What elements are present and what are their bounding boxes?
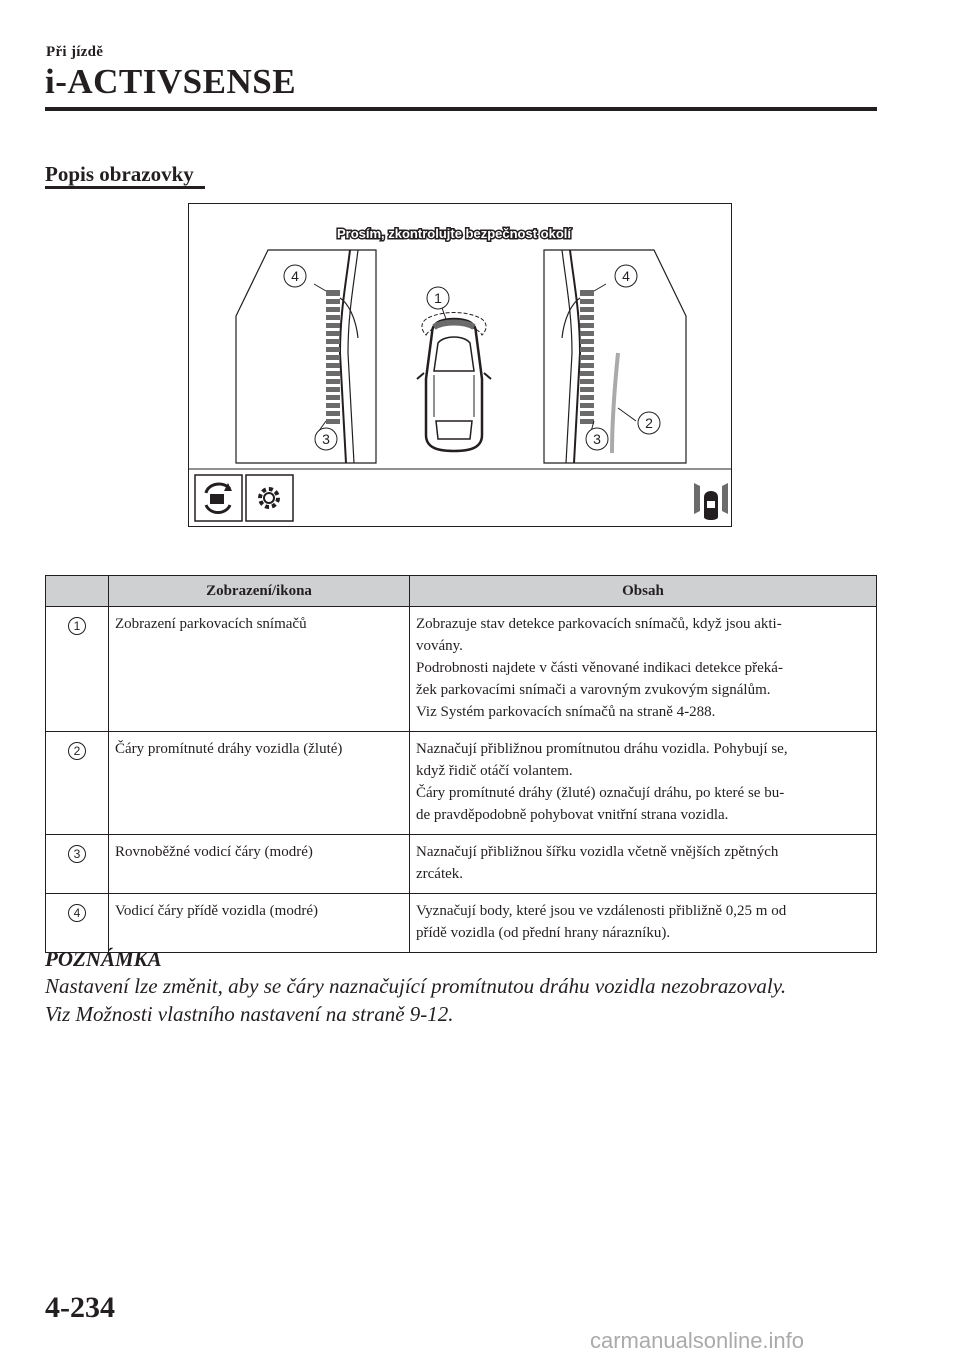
callout-3-left: 3 (322, 431, 330, 447)
row-content-line: Čáry promítnuté dráhy (žluté) označují dráhu, po které se bu- (416, 785, 785, 801)
row-display-name: Vodicí čáry přídě vozidla (modré) (109, 894, 410, 953)
column-header-num (46, 576, 109, 607)
callout-2: 2 (645, 415, 653, 431)
row-content-line: přídě vozidla (od přední hrany nárazníku). (416, 925, 671, 941)
row-number: 4 (68, 904, 86, 922)
row-content-line: Naznačují přibližnou šířku vozidla včetně vnějších zpětných (416, 844, 779, 860)
row-content-line: de pravděpodobně pohybovat vnitřní strana vozidla. (416, 807, 729, 823)
right-guide-bars (580, 290, 594, 424)
callout-4-left: 4 (291, 268, 299, 284)
row-content-line: když řidič otáčí volantem. (416, 763, 573, 779)
section-label: Při jízdě (46, 44, 104, 60)
row-content-line: žek parkovacími snímači a varovným zvukovým signálům. (416, 682, 771, 698)
column-header-display: Zobrazení/ikona (109, 576, 410, 607)
table-row (46, 732, 877, 835)
row-number: 2 (68, 742, 86, 760)
callout-1: 1 (434, 290, 442, 306)
right-camera-view (544, 250, 686, 463)
row-content (410, 835, 877, 894)
row-content (410, 607, 877, 732)
row-content-line: vovány. (416, 638, 463, 654)
row-content-line: Podrobnosti najdete v části věnované indikaci detekce překá- (416, 660, 783, 676)
row-display-name: Zobrazení parkovacích snímačů (109, 607, 410, 732)
row-content-line: Vyznačují body, které jsou ve vzdálenosti přibližně 0,25 m od (416, 903, 787, 919)
row-content (410, 894, 877, 953)
row-display-name: Čáry promítnuté dráhy vozidla (žluté) (109, 732, 410, 835)
row-number: 1 (68, 617, 86, 635)
note-text (45, 972, 905, 1028)
table-row (46, 835, 877, 894)
subheading: Popis obrazovky (45, 162, 194, 186)
row-display-name: Rovnoběžné vodicí čáry (modré) (109, 835, 410, 894)
row-content-line: zrcátek. (416, 866, 464, 882)
camera-switch-icon[interactable] (195, 475, 242, 521)
table-row (46, 894, 877, 953)
row-content (410, 732, 877, 835)
row-content-line: Viz Systém parkovacích snímačů na straně 4-288. (416, 704, 716, 720)
row-content-line: Zobrazuje stav detekce parkovacích snímačů, když jsou akti- (416, 616, 782, 632)
screen-figure (188, 203, 732, 527)
row-number: 3 (68, 845, 86, 863)
gear-icon[interactable] (246, 475, 293, 521)
info-table (45, 575, 877, 953)
column-header-content: Obsah (410, 576, 877, 607)
table-header-row (46, 576, 877, 607)
subheading-rule (45, 186, 205, 189)
note-line: Nastavení lze změnit, aby se čáry naznačující promítnutou dráhu vozidla nezobrazovaly. (45, 974, 787, 998)
row-content-line: Naznačují přibližnou promítnutou dráhu vozidla. Pohybují se, (416, 741, 788, 757)
header-rule (45, 107, 877, 111)
left-guide-bars (326, 290, 340, 424)
page-number: 4-234 (45, 1291, 115, 1324)
table-row (46, 607, 877, 732)
callout-4-right: 4 (622, 268, 630, 284)
left-camera-view (236, 250, 376, 463)
watermark: carmanualsonline.info (590, 1328, 805, 1353)
chapter-title: i-ACTIVSENSE (45, 62, 297, 101)
note-title: POZNÁMKA (45, 947, 162, 971)
banner-text: Prosím, zkontrolujte bezpečnost okolí (336, 226, 572, 241)
note-line: Viz Možnosti vlastního nastavení na straně 9-12. (45, 1002, 454, 1026)
callout-3-right: 3 (593, 431, 601, 447)
